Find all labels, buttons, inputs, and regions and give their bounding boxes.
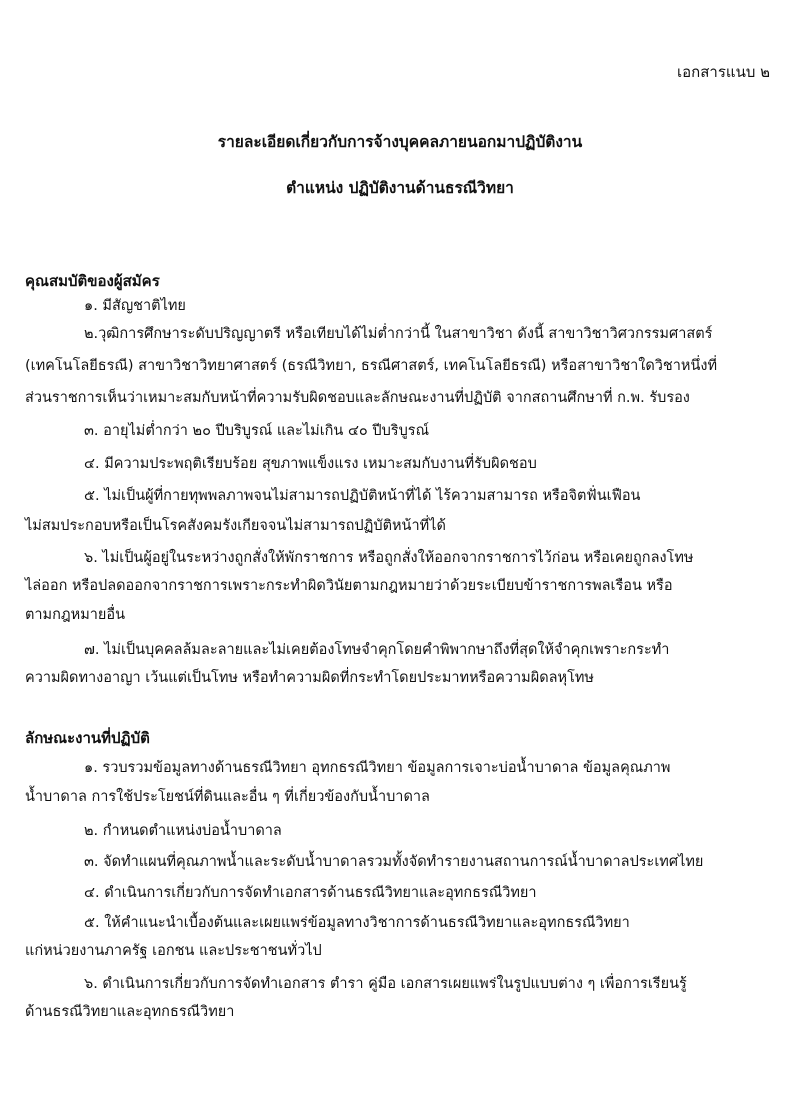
duty-line: ด้านธรณีวิทยาและอุทกธรณีวิทยา: [25, 1004, 235, 1020]
qualification-line: ตามกฎหมายอื่น: [25, 607, 126, 623]
duty-line: ๕. ให้คำแนะนำเบื้องต้นและเผยแพร่ข้อมูลทางวิชาการด้านธรณีวิทยาและอุทกธรณีวิทยา: [84, 915, 630, 931]
qualification-line: ๑. มีสัญชาติไทย: [84, 298, 186, 314]
duty-line: ๒. กำหนดตำแหน่งบ่อน้ำบาดาล: [84, 823, 282, 839]
attachment-label: เอกสารแนบ ๒: [677, 63, 770, 81]
qualification-line: ๕. ไม่เป็นผู้ที่กายทุพพลภาพจนไม่สามารถปฏิบัติหน้าที่ได้ ไร้ความสามารถ หรือจิตฟั่นเฟือน: [84, 488, 641, 504]
position-title: ตำแหน่ง ปฏิบัติงานด้านธรณีวิทยา: [286, 179, 514, 197]
qualification-line: ๗. ไม่เป็นบุคคลล้มละลายและไม่เคยต้องโทษจำคุกโดยคำพิพากษาถึงที่สุดให้จำคุกเพราะกระทำ: [84, 642, 670, 658]
qualification-line: ไม่สมประกอบหรือเป็นโรคสังคมรังเกียจจนไม่สามารถปฏิบัติหน้าที่ได้: [25, 518, 446, 534]
qualifications-heading: คุณสมบัติของผู้สมัคร: [25, 272, 160, 290]
qualification-line: ๔. มีความประพฤติเรียบร้อย สุขภาพแข็งแรง เหมาะสมกับงานที่รับผิดชอบ: [84, 456, 537, 472]
duty-line: ๓. จัดทำแผนที่คุณภาพน้ำและระดับน้ำบาดาลรวมทั้งจัดทำรายงานสถานการณ์น้ำบาดาลประเทศไทย: [84, 854, 704, 870]
qualification-line: ความผิดทางอาญา เว้นแต่เป็นโทษ หรือทำความผิดที่กระทำโดยประมาทหรือความผิดลหุโทษ: [25, 670, 594, 686]
duty-line: ๖. ดำเนินการเกี่ยวกับการจัดทำเอกสาร ตำรา คู่มือ เอกสารเผยแพร่ในรูปแบบต่าง ๆ เพื่อการเรียนรู้: [84, 976, 687, 992]
qualification-line: ไล่ออก หรือปลดออกจากราชการเพราะกระทำผิดวินัยตามกฎหมายว่าด้วยระเบียบข้าราชการพลเรือน หรือ: [25, 578, 673, 594]
qualification-line: ๒.วุฒิการศึกษาระดับปริญญาตรี หรือเทียบได้ไม่ต่ำกว่านี้ ในสาขาวิชา ดังนี้ สาขาวิชาวิศวกรรมศาสตร์: [84, 326, 713, 342]
qualification-line: ๖. ไม่เป็นผู้อยู่ในระหว่างถูกสั่งให้พักราชการ หรือถูกสั่งให้ออกจากราชการไว้ก่อน หรือเคยถูกลงโทษ: [84, 550, 694, 566]
qualification-line: ๓. อายุไม่ต่ำกว่า ๒๐ ปีบริบูรณ์ และไม่เกิน ๔๐ ปีบริบูรณ์: [84, 423, 430, 439]
duty-line: น้ำบาดาล การใช้ประโยชน์ที่ดินและอื่น ๆ ที่เกี่ยวข้องกับน้ำบาดาล: [25, 789, 430, 805]
document-title: รายละเอียดเกี่ยวกับการจ้างบุคคลภายนอกมาปฏิบัติงาน: [217, 133, 583, 151]
qualification-line: (เทคโนโลยีธรณี) สาขาวิชาวิทยาศาสตร์ (ธรณีวิทยา, ธรณีศาสตร์, เทคโนโลยีธรณี) หรือสาขาวิชาใดวิชาหนึ่งที่: [25, 358, 718, 374]
duty-line: แก่หน่วยงานภาครัฐ เอกชน และประชาชนทั่วไป: [25, 943, 322, 959]
qualification-line: ส่วนราชการเห็นว่าเหมาะสมกับหน้าที่ความรับผิดชอบและลักษณะงานที่ปฏิบัติ จากสถานศึกษาที่ ก.พ. รับรอง: [25, 390, 690, 406]
duties-heading: ลักษณะงานที่ปฏิบัติ: [25, 729, 150, 747]
duty-line: ๑. รวบรวมข้อมูลทางด้านธรณีวิทยา อุทกธรณีวิทยา ข้อมูลการเจาะบ่อน้ำบาดาล ข้อมูลคุณภาพ: [84, 760, 671, 776]
duty-line: ๔. ดำเนินการเกี่ยวกับการจัดทำเอกสารด้านธรณีวิทยาและอุทกธรณีวิทยา: [84, 885, 537, 901]
